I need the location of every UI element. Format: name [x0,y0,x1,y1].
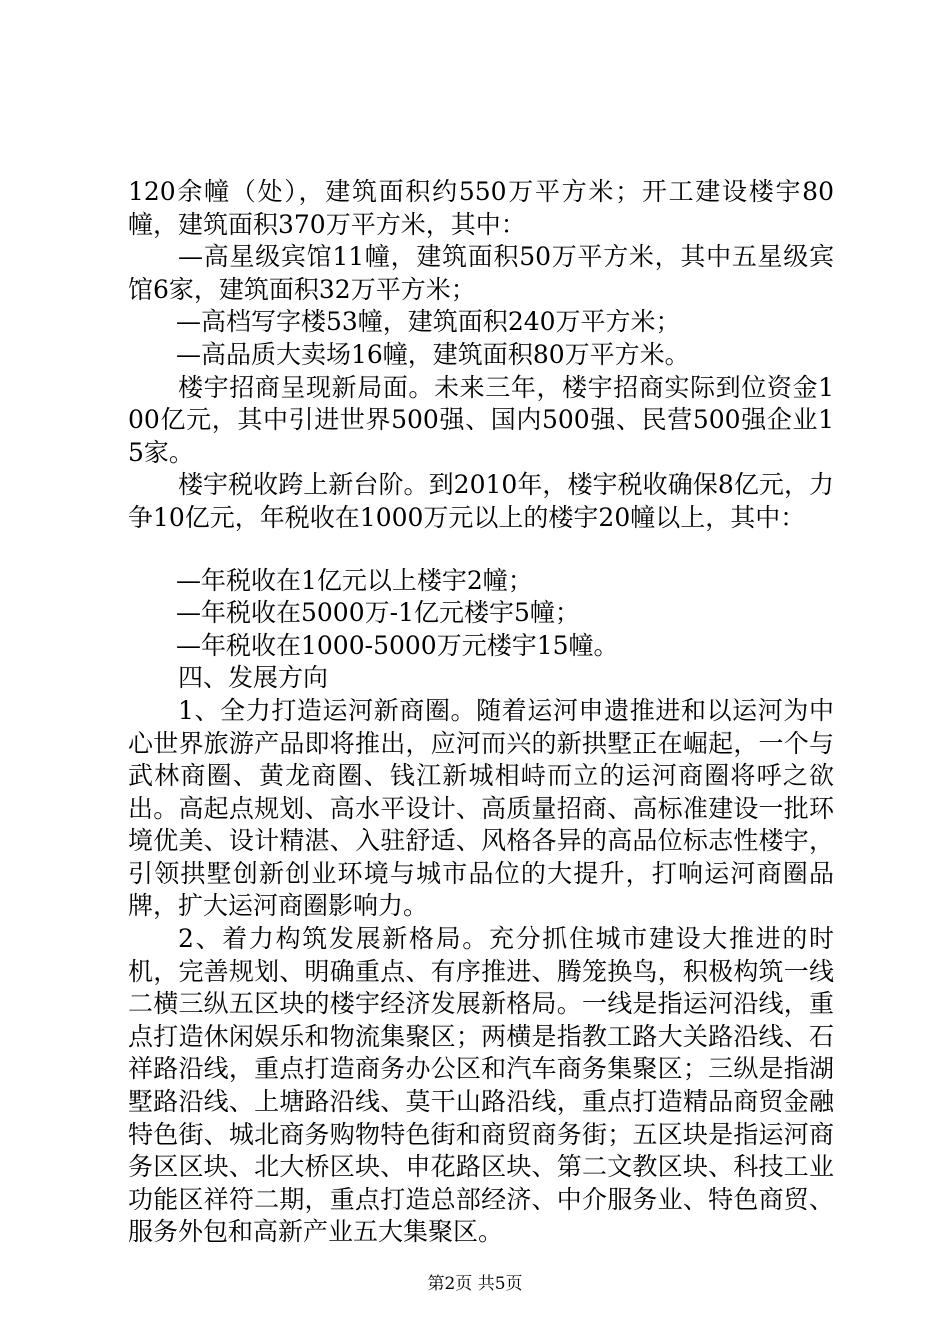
paragraph-spacer [128,535,834,565]
list-item-hypermarkets: —高品质大卖场16幢，建筑面积80万平方米。 [176,339,690,369]
list-item-tax-50m-100m: —年税收在5000万-1亿元楼宇5幢； [176,598,580,628]
list-item-tax-10m-50m: —年税收在1000-5000万元楼宇15幢。 [176,630,619,660]
paragraph-tax-revenue: 楼宇税收跨上新台阶。到2010年，楼宇税收确保8亿元，力争10亿元，年税收在1000万元以上的楼宇20幢以上，其中： [128,470,834,532]
section-heading: 四、发展方向 [178,663,329,693]
list-item-hotels: —高星级宾馆11幢，建筑面积50万平方米，其中五星级宾馆6家，建筑面积32万平方米； [128,242,834,304]
page-number: 第2页 共5页 [427,1274,523,1294]
list-item-office-buildings: —高档写字楼53幢，建筑面积240万平方米； [176,307,681,337]
list-item-tax-over-100m: —年税收在1亿元以上楼宇2幢； [176,565,533,595]
paragraph-building-count: 120余幢（处），建筑面积约550万平方米；开工建设楼宇80幢，建筑面积370万平方米，其中： [128,177,834,239]
paragraph-investment: 楼宇招商呈现新局面。未来三年，楼宇招商实际到位资金100亿元，其中引进世界500强、国内500强、民营500强企业15家。 [128,372,834,467]
document-body [128,176,834,1249]
paragraph-canal-business-district: 1、全力打造运河新商圈。随着运河申遗推进和以运河为中心世界旅游产品即将推出，应河而兴的新拱墅正在崛起，一个与武林商圈、黄龙商圈、钱江新城相峙而立的运河商圈将呼之欲出。高起点规划、高水平设计、高质量招商、高标准建设一批环境优美、设计精湛、入驻舒适、风格各异的高品位标志性楼宇，引领拱墅创新创业环境与城市品位的大提升，打响运河商圈品牌，扩大运河商圈影响力。 [128,695,834,921]
paragraph-development-pattern: 2、着力构筑发展新格局。充分抓住城市建设大推进的时机，完善规划、明确重点、有序推进、腾笼换鸟，积极构筑一线二横三纵五区块的楼宇经济发展新格局。一线是指运河沿线，重点打造休闲娱乐和物流集聚区；两横是指教工路大关路沿线、石祥路沿线，重点打造商务办公区和汽车商务集聚区；三纵是指湖墅路沿线、上塘路沿线、莫干山路沿线，重点打造精品商贸金融特色街、城北商务购物特色街和商贸商务街；五区块是指运河商务区区块、北大桥区块、申花路区块、第二文教区块、科技工业功能区祥符二期，重点打造总部经济、中介服务业、特色商贸、服务外包和高新产业五大集聚区。 [128,924,834,1247]
